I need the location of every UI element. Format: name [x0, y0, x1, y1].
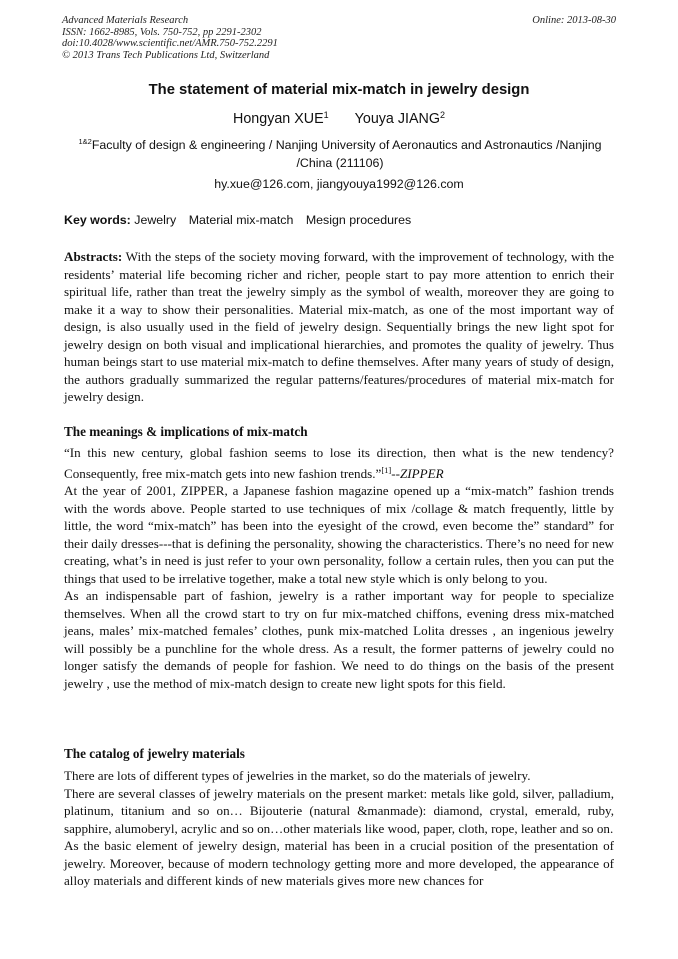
keywords [64, 212, 618, 229]
quote-text: “In this new century, global fashion seems to lose its direction, then what is the new tendency? Consequently, free mix-match gets into new fashion trends.” [64, 445, 614, 481]
author-affil-mark: 2 [439, 110, 445, 120]
abstract [64, 248, 614, 406]
abstract-text: With the steps of the society moving forward, with the improvement of technology, with the residents’ material life becoming richer and richer, people start to pay more attention to enrich their spiritual life, rather than treat the jewelry simply as the symbol of wealth, moreover they are going to make it a way to show their personalities. Material mix-match, as one of the most important way of design, is also usually used in the field of jewelry design. Sequentially brings the new light spot for jewelry design on both visual and implicational hierarchies, and promotes the quality of jewelry. Thus human beings start to use material mix-match to define themselves. After many years of study of design, the authors gradually summarized the regular patterns/features/procedures of material mix-match for jewelry design. [64, 249, 615, 404]
online-date: Online: 2013-08-30 [532, 15, 616, 26]
paragraph: At the year of 2001, ZIPPER, a Japanese fashion magazine opened up a “mix-match” fashion trends with the words above. People started to use techniques of mix /collage & match frequently, little by little, the word “mix-match” has been into the eyesight of the crowd, even become the” standard” for their daily dresses---that is defining the personality, showing the characteristics. There’s no need for new creating, what’s in need is just refer to your own personality, follow a certain rules, then you can put the things that used to be irrelative together, make a total new style which is only belong to you. [64, 483, 614, 586]
paragraph: As an indispensable part of fashion, jewelry is a rather important way for people to specialize themselves. When all the crowd start to try on fur mix-matched chiffons, evening dress mix-matched jeans, males’ mix-matched females’ clothes, punk mix-matched Lolita dresses , an ingenious jewelry will possibly be a punchline for the whole dress. As a result, the former patterns of jewelry could no longer satisfy the demands of people for fashion. We need to do things on the basis of the present jewelry , use the method of mix-match design to create new light spots for this field. [64, 588, 614, 691]
author-affil-mark: 1 [323, 110, 329, 120]
affiliation-mark: 1&2 [78, 137, 92, 146]
paragraph: There are lots of different types of jewelries in the market, so do the materials of jewelry. [64, 768, 531, 783]
quote-dash: -- [391, 465, 400, 481]
copyright-line: © 2013 Trans Tech Publications Ltd, Switzerland [62, 49, 270, 61]
journal-name: Advanced Materials Research [62, 15, 189, 26]
keyword: Material mix-match [188, 213, 294, 227]
journal-header [62, 15, 616, 61]
abstract-label: Abstracts: [64, 249, 123, 264]
paragraph: There are several classes of jewelry materials on the present market: metals like gold, silver, palladium, platinum, titanium and so on… Bijouterie (natural &manmade): diamond, crystal, emerald, ruby, sapphire, alumoberyl, acrylic and so on…other materials like wood, paper, cloth, rope, leather and so on. [64, 785, 614, 836]
keywords-label: Key words: [64, 213, 131, 227]
quote-source: ZIPPER [399, 465, 444, 481]
section-heading: The catalog of jewelry materials [64, 746, 245, 761]
keyword: Mesign procedures [305, 213, 412, 227]
issn-line: ISSN: 1662-8985, Vols. 750-752, pp 2291-2302 [62, 26, 262, 38]
keyword: Jewelry [134, 213, 177, 227]
section-body [64, 767, 614, 890]
author-name: Hongyan XUE [233, 111, 324, 127]
paragraph: As the basic element of jewelry design, material has been in a crucial position of the presentation of jewelry. Moreover, because of modern technology getting more and more developed, the appearance of alloy materials and different kinds of new materials gives more new chances for [64, 838, 614, 888]
section-body [64, 444, 614, 692]
paper-title: The statement of material mix-match in jewelry design [148, 82, 530, 98]
section-heading: The meanings & implications of mix-match [64, 424, 308, 439]
doi-line: doi:10.4028/www.scientific.net/AMR.750-752.2291 [62, 38, 278, 49]
quote-paragraph [64, 444, 614, 482]
author-name: Youya JIANG [354, 111, 440, 127]
author-emails: hy.xue@126.com, jiangyouya1992@126.com [214, 177, 464, 191]
citation-mark: [1] [381, 464, 392, 475]
affiliation-text: Faculty of design & engineering / Nanjing University of Aeronautics and Astronautics /Nanjing /China (211106) [91, 138, 602, 170]
author-list [62, 106, 616, 128]
affiliation [70, 133, 610, 172]
